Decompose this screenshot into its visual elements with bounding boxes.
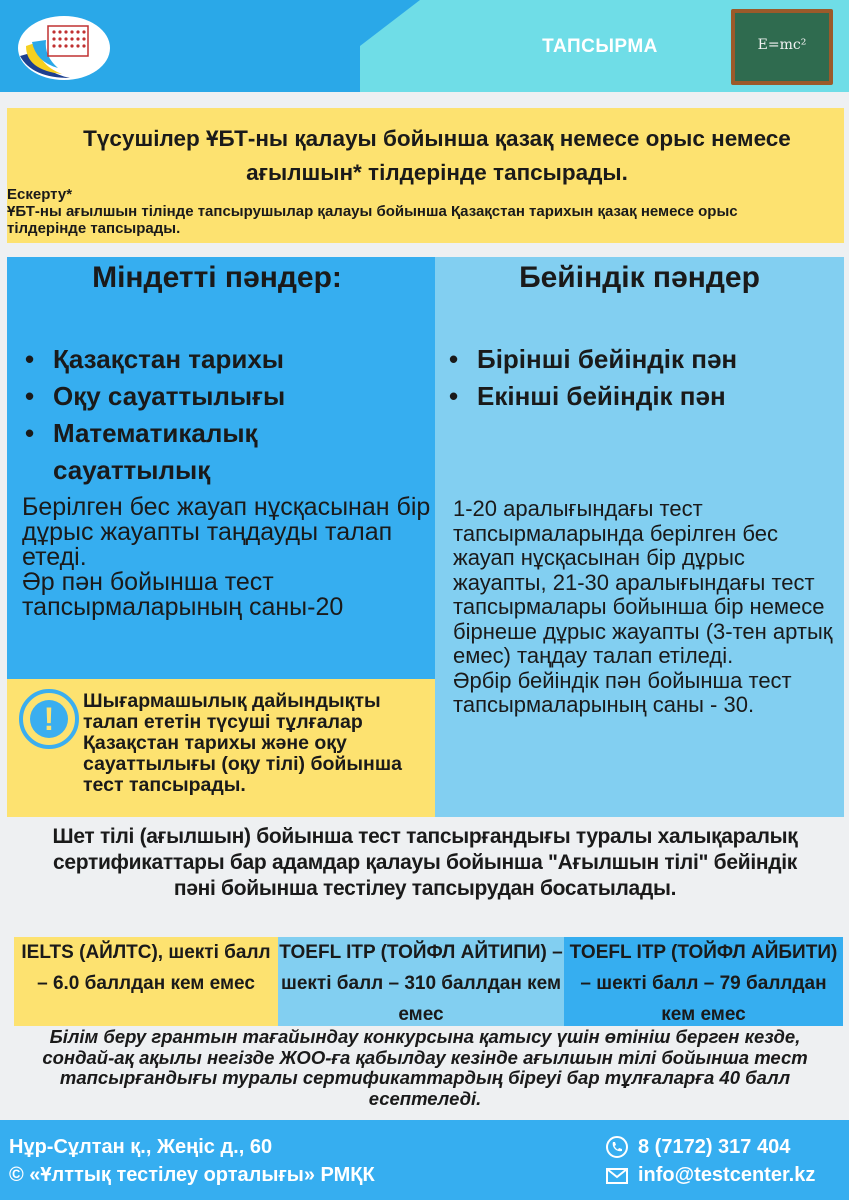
intro-note-label: Ескерту* <box>7 186 73 203</box>
certificate-intro-text: Шет тілі (ағылшын) бойынша тест тапсырғандығы туралы халықаралық сертификаттары бар адамдар қалауы бойынша "Ағылшын тілі" бейіндік пәні бойынша тестілеу тапсырудан босатылады. <box>52 825 798 900</box>
mandatory-rule-text: Берілген бес жауап нұсқасынан бір дұрыс жауапты таңдауды талап етеді. <box>22 493 431 571</box>
footer-organization: © «Ұлттық тестілеу орталығы» РМҚК <box>9 1164 375 1186</box>
profile-description <box>453 497 833 718</box>
profile-rule-text: 1-20 аралығындағы тест тапсырмаларында берілген бес жауап нұсқасынан бір дұрыс жауапты, 21-30 аралығындағы тест тапсырмалары бойынша бір немесе бірнеше дұрыс жауапты (3-тен артық емес) таңдау талап етіледі. <box>453 496 833 668</box>
mandatory-description <box>22 495 432 620</box>
profile-subjects-panel <box>435 257 844 817</box>
footer-address: Нұр-Сұлтан қ., Жеңіс д., 60 <box>9 1136 273 1158</box>
footer-phone[interactable]: 8 (7172) 317 404 <box>638 1136 791 1158</box>
intro-note <box>7 186 807 237</box>
profile-title: Бейіндік пәндер <box>519 261 760 294</box>
creative-note-box <box>7 679 435 817</box>
mandatory-title: Міндетті пәндер: <box>92 261 342 294</box>
profile-count-text: Әрбір бейіндік пән бойынша тест тапсырмаларының саны - 30. <box>453 667 792 717</box>
mandatory-subject-list <box>21 341 401 489</box>
footer-email[interactable]: info@testcenter.kz <box>638 1164 816 1186</box>
header-slant <box>300 0 420 92</box>
mail-icon <box>605 1164 629 1188</box>
profile-subject-list <box>445 341 775 415</box>
footer <box>0 1120 849 1200</box>
header-banner <box>0 0 849 92</box>
list-item: • Математикалық сауаттылық <box>21 415 401 489</box>
page-title: ТАПСЫРМА <box>542 36 658 57</box>
intro-box <box>7 108 844 243</box>
intro-note-text: ҰБТ-ны ағылшын тілінде тапсырушылар қалауы бойынша Қазақстан тарихын қазақ немесе орыс тілдерінде тапсырады. <box>7 203 738 237</box>
certificate-toefl-itp-79: TOEFL ITP (ТОЙФЛ АЙБИТИ) – шекті балл – 79 баллдан кем емес <box>564 937 843 1026</box>
mandatory-subjects-panel <box>7 257 435 679</box>
list-item: • Бірінші бейіндік пән <box>445 341 775 378</box>
intro-main-text: Түсушілер ҰБТ-ны қалауы бойынша қазақ немесе орыс немесе ағылшын* тілдерінде тапсырады. <box>83 126 791 185</box>
certificate-ielts: IELTS (АЙЛТС), шекті балл – 6.0 баллдан кем емес <box>14 937 278 1026</box>
chalkboard-text: E=mc² <box>757 37 807 53</box>
chalkboard-icon <box>731 9 833 85</box>
testcenter-logo-icon <box>12 12 112 82</box>
bonus-points-text: Білім беру грантын тағайындау конкурсына қатысу үшін өтініш берген кезде, сондай-ақ ақылы негізде ЖОО-ға қабылдау кезінде ағылшын тілі бойынша тест тапсырғандығы туралы сертификаттардың біреуі бар тұлғаларға 40 балл есептеледі. <box>42 1026 808 1109</box>
exclamation-icon: ! <box>19 689 79 749</box>
phone-icon <box>605 1135 629 1159</box>
list-item: • Оқу сауаттылығы <box>21 378 401 415</box>
certificate-toefl-itp-310: TOEFL ITP (ТОЙФЛ АЙТИПИ) – шекті балл – 310 баллдан кем емес <box>278 937 564 1026</box>
mandatory-count-text: Әр пән бойынша тест тапсырмаларының саны-20 <box>22 568 344 621</box>
list-item: • Қазақстан тарихы <box>21 341 401 378</box>
list-item: • Екінші бейіндік пән <box>445 378 775 415</box>
creative-note-text: Шығармашылық дайындықты талап ететін түсуші тұлғалар Қазақстан тарихы және оқу сауаттылығы (оқу тілі) бойынша тест тапсырады. <box>83 690 402 796</box>
